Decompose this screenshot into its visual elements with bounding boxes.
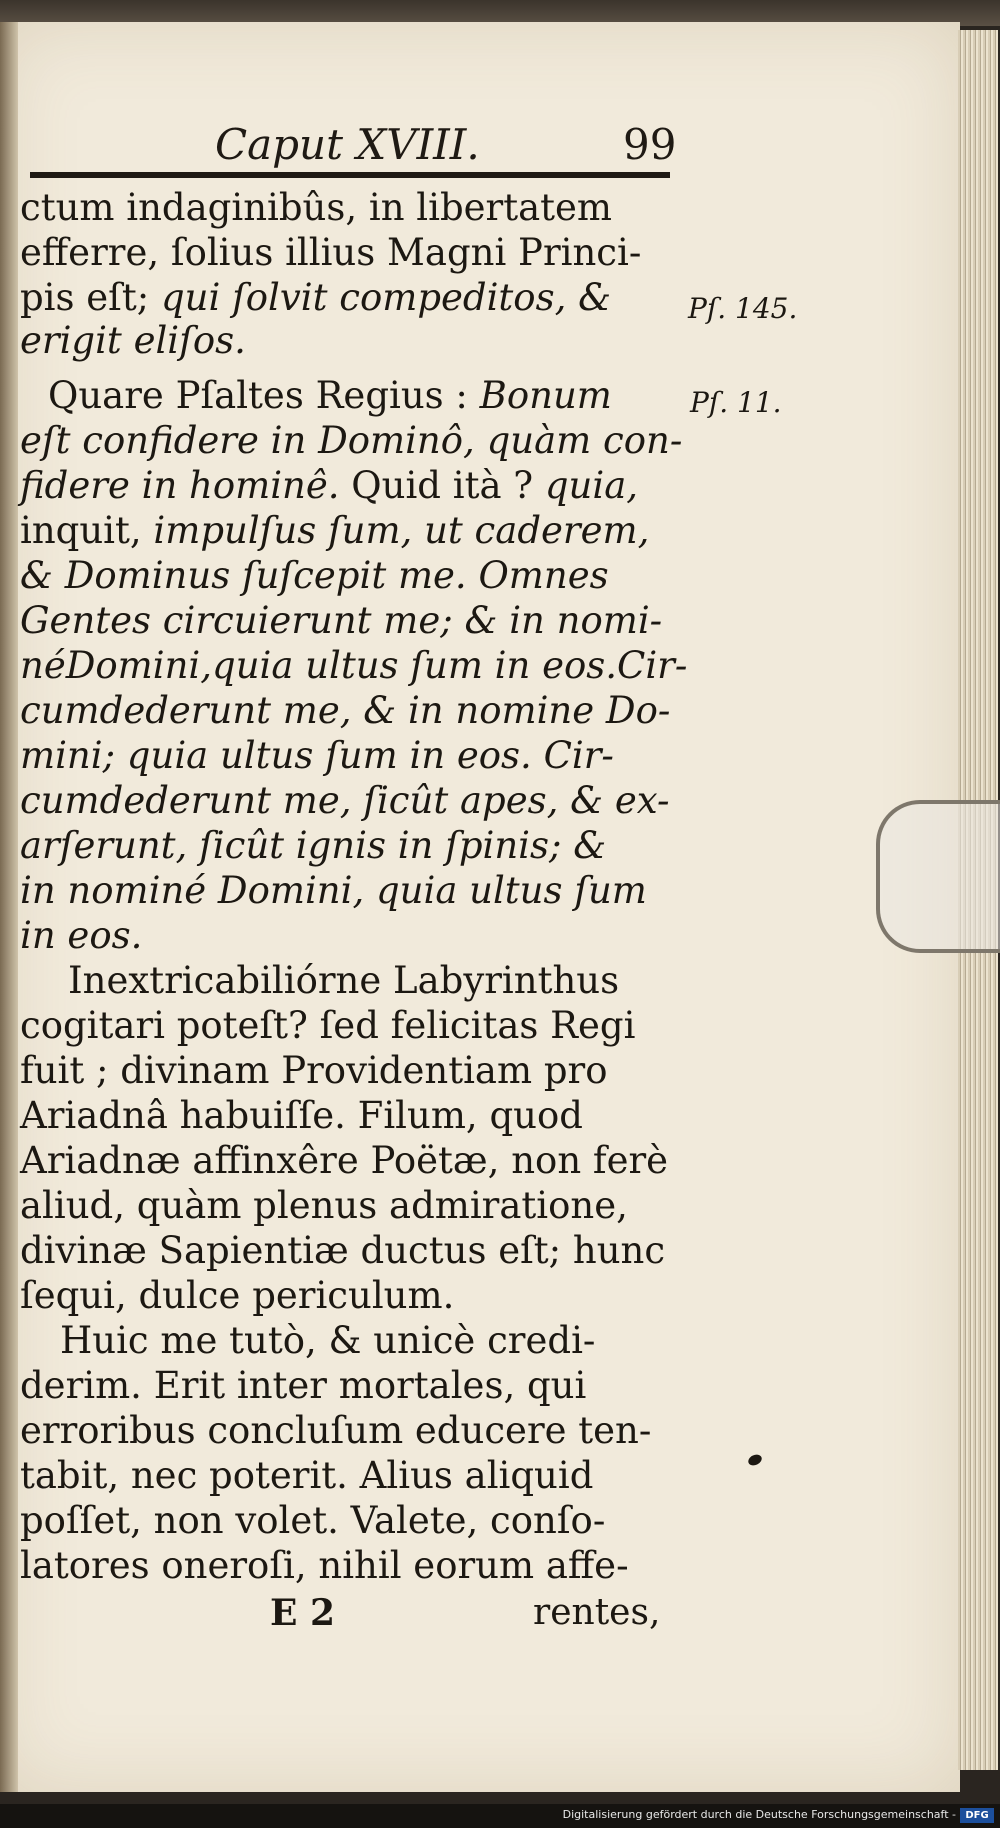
- text-line: in nominé Domini, quia ultus ſum: [20, 869, 647, 912]
- text-line: Inextricabiliórne Labyrinthus: [68, 959, 620, 1002]
- text-line: erigit eliſos.: [20, 319, 246, 362]
- text-line: [20, 275, 611, 321]
- book-clip: [876, 800, 1000, 953]
- text-line: fuit ; divinam Providentiam pro: [20, 1049, 608, 1092]
- text-line: divinæ Sapientiæ ductus eſt; hunc: [20, 1229, 666, 1272]
- text-line: cumdederunt me, & in nomine Do-: [20, 689, 671, 732]
- text-line: erroribus concluſum educere ten-: [20, 1409, 652, 1452]
- text-line: derim. Erit inter mortales, qui: [20, 1364, 587, 1407]
- text-span: pis eſt;: [20, 276, 161, 319]
- text-span: Quare Pſaltes Regius :: [48, 374, 480, 417]
- text-line: Ariadnâ habuiſſe. Filum, quod: [20, 1094, 583, 1137]
- signature-mark: E 2: [270, 1592, 336, 1634]
- text-line: arſerunt, ſicût ignis in ſpinis; &: [20, 824, 607, 867]
- text-line: in eos.: [20, 914, 143, 957]
- text-line: efferre, ſolius illius Magni Princi-: [20, 231, 642, 274]
- catchword: rentes,: [533, 1592, 661, 1633]
- text-line: [20, 463, 638, 509]
- text-line: ctum indaginibûs, in libertatem: [20, 186, 613, 229]
- running-head: Caput XVIII.: [215, 120, 480, 169]
- text-line: cumdederunt me, ſicût apes, & ex-: [20, 779, 670, 822]
- text-line: poſſet, non volet. Valete, conſo-: [20, 1499, 606, 1542]
- text-line: cogitari poteſt? ſed felicitas Regi: [20, 1004, 636, 1047]
- text-span-italic: qui ſolvit compeditos, &: [160, 276, 612, 319]
- text-line: néDomini,quia ultus ſum in eos.Cir-: [20, 644, 688, 687]
- text-line: & Dominus ſuſcepit me. Omnes: [20, 554, 609, 597]
- gutter-shadow: [0, 22, 18, 1792]
- text-span-italic: impulſus ſum, ut caderem,: [153, 509, 650, 552]
- text-line: [20, 508, 649, 554]
- dfg-logo: DFG: [960, 1808, 994, 1823]
- text-line: ſequi, dulce periculum.: [20, 1274, 455, 1317]
- text-line: tabit, nec poterit. Alius aliquid: [20, 1454, 594, 1497]
- text-line: aliud, quàm plenus admiratione,: [20, 1184, 628, 1227]
- text-line: eſt confidere in Dominô, quàm con-: [20, 419, 683, 462]
- text-line: [48, 373, 612, 419]
- text-span-italic: fidere in hominê.: [20, 464, 340, 507]
- text-span: inquit,: [20, 509, 154, 552]
- margin-note: Pſ. 11.: [690, 386, 782, 419]
- text-line: Huic me tutò, & unicè credi-: [60, 1319, 596, 1362]
- header-rule: [30, 172, 670, 178]
- text-span: Quid ità ?: [339, 464, 545, 507]
- footer-credit: Digitalisierung gefördert durch die Deutsche Forschungsgemeinschaft -: [562, 1808, 956, 1821]
- page-number: 99: [623, 120, 677, 169]
- text-line: latores oneroſi, nihil eorum affe-: [20, 1544, 629, 1587]
- text-line: Ariadnæ affinxêre Poëtæ, non ferè: [20, 1139, 669, 1182]
- margin-note: Pſ. 145.: [688, 292, 798, 325]
- text-span-italic: quia,: [544, 464, 639, 507]
- text-span-italic: Bonum: [479, 374, 612, 417]
- text-line: mini; quia ultus ſum in eos. Cir-: [20, 734, 614, 777]
- text-line: Gentes circuierunt me; & in nomi-: [20, 599, 663, 642]
